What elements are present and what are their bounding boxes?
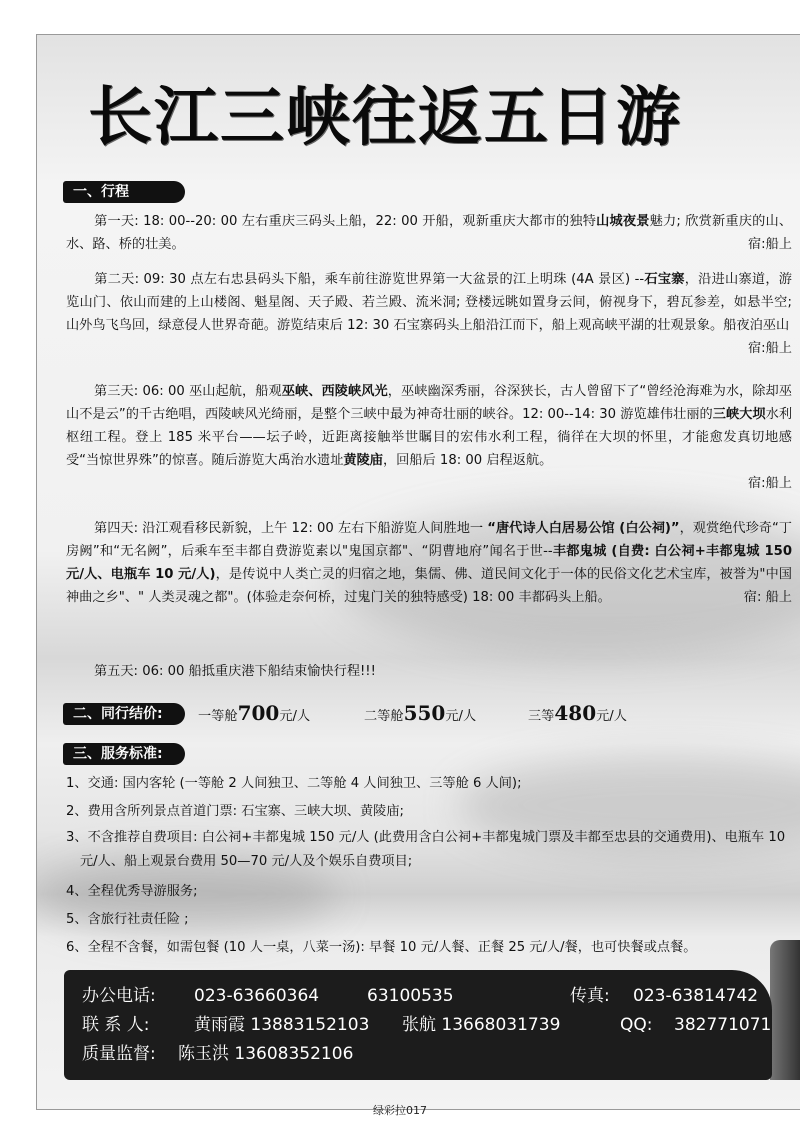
stay-label: 宿: 船上	[743, 590, 792, 605]
office-phone-label: 办公电话:	[82, 986, 156, 1006]
section-tab-itinerary: 一、行程	[63, 181, 185, 203]
page-footer: 绿彩拉017	[373, 1104, 427, 1117]
stay-label: 宿:船上	[747, 341, 792, 356]
section-tab-price: 二、同行结价:	[63, 703, 185, 725]
contact-row-supervisor	[82, 1040, 772, 1069]
page-title: 长江三峡往返五日游	[88, 80, 682, 155]
fax-number: 023-63814742	[633, 986, 759, 1006]
contact-row-person	[82, 1011, 772, 1040]
qq-number: 382771071	[674, 1015, 772, 1035]
office-phone-2: 63100535	[367, 986, 454, 1006]
service-item: 5、含旅行社责任险 ;	[66, 912, 189, 927]
service-item: 3、不含推荐自费项目: 白公祠+丰都鬼城 150 元/人 (此费用含白公祠+丰都鬼城门票及丰都至忠县的交通费用)、电瓶车 10 元/人、船上观景台费用 50—70 元/人及个娱乐自费项目;	[66, 830, 786, 869]
itinerary-day3: 第三天: 06: 00 巫山起航，船观巫峡、西陵峡风光，巫峡幽深秀丽，谷深狭长，古人曾留下了“曾经沧海难为水，除却巫山不是云”的千古绝唱，西陵峡风光绮丽，是整个三峡中最为神奇壮丽的峡谷。12: 00--14: 30 游览雄伟壮丽的三峡大坝水利枢纽工程。登上 185 米平台——坛子岭，近距离接触举世瞩目的宏伟水利工程，徜徉在大坝的怀里，才能愈发真切地感受“当惊世界殊”的惊喜。随后游览大禹治水遗址黄陵庙，回船后 18: 00 启程返航。 宿:船上	[66, 380, 792, 495]
contact-person-1: 黄雨霞 13883152103	[194, 1015, 370, 1035]
fax-label: 传真:	[570, 986, 610, 1006]
itinerary-day4: 第四天: 沿江观看移民新貌，上午 12: 00 左右下船游览人间胜地一 “唐代诗人白居易公馆 (白公祠)”，观赏绝代珍奇“丁房阙”和“无名阙”，后乘车至丰都自费游览素以"鬼国京都"、“阴曹地府”闻名于世--丰都鬼城 (自费: 白公祠+丰都鬼城 150 元/人、电瓶车 10 元/人)，是传说中人类亡灵的归宿之地，集儒、佛、道民间文化于一体的民俗文化艺术宝库，被誉为"中国神曲之乡"、" 人类灵魂之都"。(体验走奈何桥，过鬼门关的独特感受) 18: 00 丰都码头上船。 宿: 船上	[66, 517, 792, 609]
itinerary-day2: 第二天: 09: 30 点左右忠县码头下船，乘车前往游览世界第一大盆景的江上明珠 (4A 景区) --石宝寨，沿进山寨道，游览山门、依山而建的上山楼阁、魁星阁、天子殿、若兰殿、流米洞; 登楼远眺如置身云间，俯视身下，碧瓦参差，如悬半空; 山外鸟飞鸟回，绿意侵人世界奇葩。游览结束后 12: 30 石宝寨码头上船沿江而下，船上观高峡平湖的壮观景象。船夜泊巫山 宿:船上	[66, 268, 792, 360]
service-list	[66, 770, 792, 962]
itinerary-day5: 第五天: 06: 00 船抵重庆港下船结束愉快行程!!!	[94, 664, 376, 679]
price-first-class: 一等舱700元/人	[198, 701, 311, 725]
contact-person-label: 联 系 人:	[82, 1015, 150, 1035]
section-tab-service: 三、服务标准:	[63, 743, 185, 765]
contact-row-office	[82, 982, 772, 1011]
stay-label: 宿:船上	[747, 237, 792, 252]
service-item: 4、全程优秀导游服务;	[66, 884, 198, 899]
contact-person-2: 张航 13668031739	[402, 1015, 561, 1035]
office-phone-1: 023-63660364	[194, 986, 320, 1006]
stay-label: 宿:船上	[747, 476, 792, 491]
price-second-class: 二等舱550元/人	[364, 701, 477, 725]
price-third-class: 三等480元/人	[528, 701, 627, 725]
service-item: 2、费用含所列景点首道门票: 石宝寨、三峡大坝、黄陵庙;	[66, 804, 404, 819]
service-item: 6、全程不含餐，如需包餐 (10 人一桌，八菜一汤): 早餐 10 元/人餐、正餐 25 元/人/餐，也可快餐或点餐。	[66, 940, 697, 955]
contact-panel	[64, 970, 772, 1080]
supervisor-label: 质量监督:	[82, 1044, 156, 1064]
itinerary-day1: 第一天: 18: 00--20: 00 左右重庆三码头上船，22: 00 开船，观新重庆大都市的独特山城夜景魅力; 欣赏新重庆的山、水、路、桥的壮美。 宿:船上	[66, 210, 792, 256]
supervisor-contact: 陈玉洪 13608352106	[178, 1044, 354, 1064]
qq-label: QQ:	[620, 1015, 653, 1035]
service-item: 1、交通: 国内客轮 (一等舱 2 人间独卫、二等舱 4 人间独卫、三等舱 6 人间);	[66, 776, 522, 791]
